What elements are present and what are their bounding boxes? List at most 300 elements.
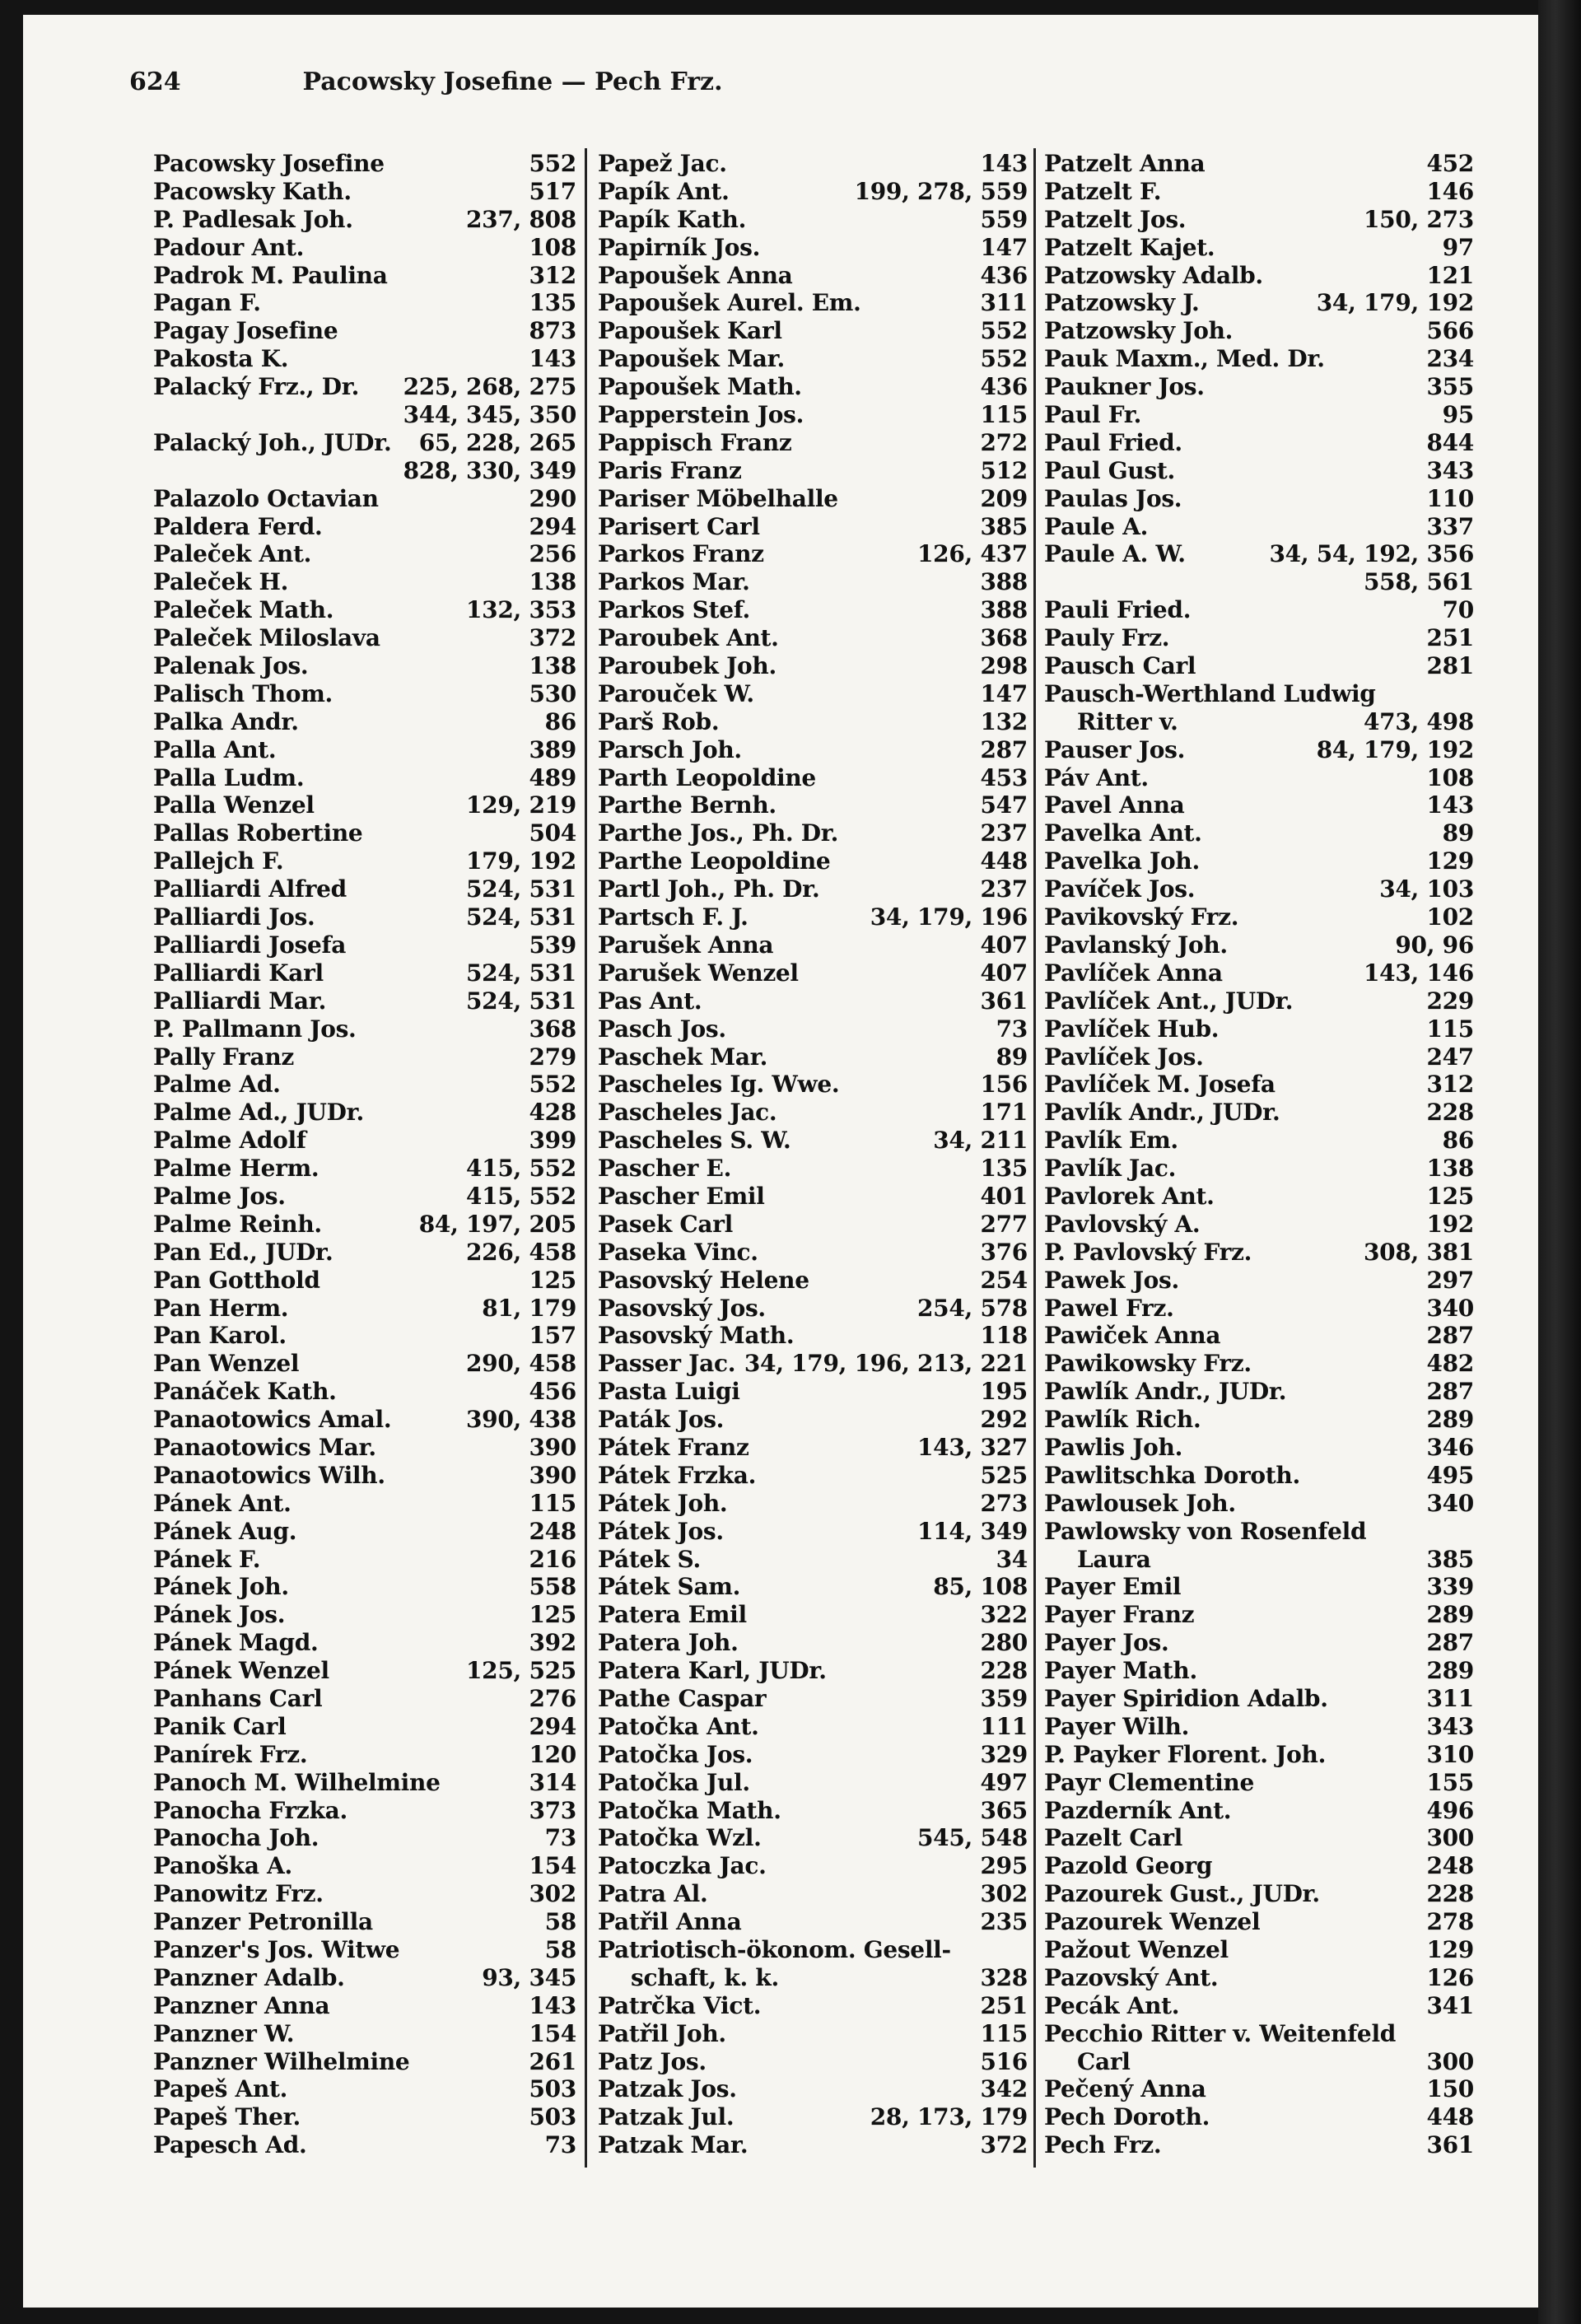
index-entry — [593, 652, 1028, 680]
entry-name: Palme Adolf — [153, 1127, 306, 1155]
index-entry — [593, 2131, 1028, 2159]
entry-name: Pawlík Rich. — [1044, 1406, 1201, 1434]
entry-pages: 85, 108 — [933, 1573, 1028, 1601]
entry-pages: 132, 353 — [466, 596, 576, 624]
entry-pages: 138 — [529, 568, 576, 596]
page-header — [0, 68, 1025, 109]
entry-pages: 228 — [1426, 1880, 1474, 1908]
index-entry — [148, 150, 576, 178]
entry-pages: 388 — [980, 596, 1028, 624]
index-entry — [593, 680, 1028, 708]
index-entry — [593, 931, 1028, 959]
index-entry — [1039, 987, 1474, 1015]
entry-name: Pavelka Joh. — [1044, 847, 1200, 875]
entry-name: Patera Emil — [598, 1601, 747, 1629]
entry-pages: 125 — [529, 1601, 576, 1629]
entry-pages: 89 — [996, 1043, 1028, 1071]
index-entry — [593, 485, 1028, 513]
entry-pages: 251 — [980, 1991, 1028, 2019]
entry-name: P. Padlesak Joh. — [153, 205, 353, 233]
index-entry — [593, 1908, 1028, 1936]
index-entry — [1039, 1992, 1474, 2020]
index-entry — [593, 1936, 1028, 1964]
entry-pages: 143, 146 — [1364, 959, 1474, 987]
entry-pages: 102 — [1426, 903, 1474, 931]
index-entry — [1039, 1183, 1474, 1211]
entry-pages: 558, 561 — [1364, 568, 1474, 596]
entry-pages: 302 — [980, 1880, 1028, 1908]
entry-name: Paroubek Ant. — [598, 624, 779, 652]
entry-name: Panzer Petronilla — [153, 1908, 373, 1936]
index-entry — [1039, 1601, 1474, 1629]
index-entry — [148, 485, 576, 513]
entry-name: P. Pavlovský Frz. — [1044, 1238, 1252, 1266]
index-entry — [593, 1880, 1028, 1908]
entry-name: Pacowsky Kath. — [153, 177, 352, 205]
entry-name: Pan Gotthold — [153, 1266, 320, 1294]
entry-name: Pan Ed., JUDr. — [153, 1238, 333, 1266]
index-entry — [593, 1155, 1028, 1183]
column-divider — [1033, 148, 1036, 2168]
entry-name: Pavlíček M. Josefa — [1044, 1071, 1276, 1099]
entry-name: Patzak Jul. — [598, 2103, 735, 2131]
entry-name: Pawlowsky von Rosenfeld — [1044, 1517, 1367, 1545]
entry-pages: 228 — [1426, 1099, 1474, 1127]
entry-name: Payer Math. — [1044, 1657, 1197, 1685]
entry-pages: 361 — [1426, 2131, 1474, 2159]
entry-pages: 110 — [1426, 484, 1474, 512]
entry-pages: 108 — [1426, 763, 1474, 791]
entry-pages: 298 — [980, 652, 1028, 680]
index-entry — [1039, 1629, 1474, 1657]
entry-pages: 372 — [529, 624, 576, 652]
entry-name: Patzak Jos. — [598, 2075, 737, 2103]
entry-pages: 524, 531 — [466, 987, 576, 1015]
entry-name: Palla Ludm. — [153, 763, 305, 791]
entry-pages: 156 — [980, 1071, 1028, 1099]
index-entry — [593, 1099, 1028, 1127]
entry-name: Payer Jos. — [1044, 1629, 1169, 1657]
entry-pages: 294 — [529, 1712, 576, 1740]
entry-pages: 415, 552 — [466, 1182, 576, 1210]
entry-pages: 311 — [980, 289, 1028, 317]
entry-name: Pazderník Ant. — [1044, 1796, 1232, 1824]
index-entry — [148, 1490, 576, 1518]
index-entry — [1039, 373, 1474, 401]
index-column-2 — [593, 150, 1028, 2168]
index-entry — [1039, 1741, 1474, 1769]
entry-pages: 290, 458 — [466, 1350, 576, 1378]
index-entry — [593, 1015, 1028, 1043]
index-entry — [148, 262, 576, 290]
entry-name: Pawlis Joh. — [1044, 1433, 1183, 1461]
entry-pages: 289 — [1426, 1657, 1474, 1685]
index-entry — [148, 373, 576, 401]
index-entry — [148, 875, 576, 903]
entry-name: Panáček Kath. — [153, 1378, 337, 1406]
entry-pages: 125 — [529, 1266, 576, 1294]
index-entry — [593, 1295, 1028, 1323]
index-entry — [1039, 1322, 1474, 1350]
entry-pages: 129, 219 — [466, 791, 576, 819]
index-entry — [148, 1462, 576, 1490]
entry-pages: 292 — [980, 1406, 1028, 1434]
index-entry — [593, 1769, 1028, 1797]
entry-pages: 143 — [529, 345, 576, 373]
entry-pages: 237, 808 — [466, 205, 576, 233]
entry-name: Pathe Caspar — [598, 1684, 767, 1712]
entry-name: Pazelt Carl — [1044, 1824, 1182, 1852]
entry-pages: 279 — [529, 1043, 576, 1071]
entry-pages: 254 — [980, 1266, 1028, 1294]
index-entry — [148, 429, 576, 457]
entry-pages: 337 — [1426, 512, 1474, 540]
index-entry — [148, 1573, 576, 1601]
index-entry — [1039, 262, 1474, 290]
entry-pages: 524, 531 — [466, 875, 576, 903]
entry-name: Pasta Luigi — [598, 1378, 740, 1406]
entry-pages: 132 — [980, 707, 1028, 735]
entry-name: Pawlousek Joh. — [1044, 1489, 1236, 1517]
index-entry — [1039, 1908, 1474, 1936]
index-entry — [593, 708, 1028, 736]
entry-pages: 300 — [1426, 2047, 1474, 2075]
index-column-1 — [148, 150, 576, 2168]
entry-pages: 143, 327 — [917, 1433, 1028, 1461]
entry-name: Pawlík Andr., JUDr. — [1044, 1378, 1287, 1406]
entry-pages: 559 — [980, 205, 1028, 233]
entry-name: Panoška A. — [153, 1852, 293, 1880]
entry-pages: 73 — [544, 1824, 576, 1852]
index-entry — [593, 1573, 1028, 1601]
index-entry — [593, 178, 1028, 206]
index-entry — [593, 568, 1028, 596]
entry-name: Palme Herm. — [153, 1155, 319, 1183]
entry-name: Panocha Joh. — [153, 1824, 319, 1852]
entry-pages: 448 — [1426, 2103, 1474, 2131]
page-number: 624 — [129, 68, 181, 96]
entry-pages: 287 — [980, 735, 1028, 763]
entry-pages: 389 — [529, 735, 576, 763]
entry-name: Patoczka Jac. — [598, 1852, 767, 1880]
entry-name: Pánek F. — [153, 1545, 261, 1573]
entry-name: Pavlovský A. — [1044, 1210, 1201, 1238]
entry-pages: 496 — [1426, 1796, 1474, 1824]
entry-name: Patočka Math. — [598, 1796, 781, 1824]
entry-pages: 547 — [980, 791, 1028, 819]
index-entry — [1039, 2103, 1474, 2131]
index-entry — [593, 1824, 1028, 1852]
entry-pages: 290 — [529, 484, 576, 512]
entry-pages: 407 — [980, 959, 1028, 987]
index-entry — [148, 652, 576, 680]
entry-name: Panowitz Frz. — [153, 1880, 324, 1908]
entry-name: Palenak Jos. — [153, 652, 309, 680]
entry-pages: 179, 192 — [466, 847, 576, 875]
index-entry — [148, 1434, 576, 1462]
entry-name: Pawikowsky Frz. — [1044, 1350, 1252, 1378]
index-entry — [593, 1546, 1028, 1574]
index-entry — [148, 1155, 576, 1183]
entry-name: Pagan F. — [153, 289, 261, 317]
index-entry — [593, 1964, 1028, 1992]
entry-name: Patriotisch-ökonom. Gesell- — [598, 1936, 951, 1963]
entry-name: Parsch Joh. — [598, 735, 742, 763]
entry-name: Parisert Carl — [598, 512, 760, 540]
entry-name: Payer Spiridion Adalb. — [1044, 1684, 1328, 1712]
entry-name: Pánek Magd. — [153, 1629, 319, 1657]
entry-name: Paták Jos. — [598, 1406, 725, 1434]
entry-name: Pasovský Jos. — [598, 1294, 766, 1322]
entry-name: Paris Franz — [598, 456, 742, 484]
entry-pages: 199, 278, 559 — [854, 177, 1028, 205]
entry-name: Pátek Frzka. — [598, 1461, 757, 1489]
entry-pages: 343 — [1426, 456, 1474, 484]
index-entry — [148, 987, 576, 1015]
entry-name: Panaotowics Wilh. — [153, 1461, 385, 1489]
index-entry — [593, 1350, 1028, 1378]
entry-pages: 34, 179, 192 — [1316, 289, 1474, 317]
entry-name: Palme Ad. — [153, 1071, 281, 1099]
entry-name: Pátek S. — [598, 1545, 701, 1573]
entry-name: Parthe Jos., Ph. Dr. — [598, 819, 839, 847]
entry-pages: 129 — [1426, 1936, 1474, 1963]
entry-name: Pariser Möbelhalle — [598, 484, 838, 512]
entry-name: Panocha Frzka. — [153, 1796, 347, 1824]
entry-pages: 287 — [1426, 1629, 1474, 1657]
entry-name: Pauser Jos. — [1044, 735, 1186, 763]
entry-pages: 552 — [529, 150, 576, 177]
entry-pages: 343 — [1426, 1712, 1474, 1740]
entry-name: Parušek Wenzel — [598, 959, 799, 987]
entry-name: Patzelt Kajet. — [1044, 233, 1215, 261]
index-entry — [148, 1992, 576, 2020]
index-entry — [593, 1127, 1028, 1155]
index-entry — [1039, 178, 1474, 206]
index-entry — [148, 959, 576, 987]
index-entry — [148, 791, 576, 819]
index-entry — [148, 596, 576, 624]
index-entry — [593, 1183, 1028, 1211]
entry-pages: 115 — [980, 401, 1028, 429]
entry-name: Padrok M. Paulina — [153, 261, 388, 289]
index-entry — [1039, 2131, 1474, 2159]
entry-name: Palliardi Alfred — [153, 875, 347, 903]
index-entry — [1039, 317, 1474, 345]
entry-pages: 452 — [1426, 150, 1474, 177]
index-entry — [148, 1239, 576, 1267]
entry-pages: 287 — [1426, 1322, 1474, 1350]
entry-pages: 300 — [1426, 1824, 1474, 1852]
entry-pages: 125, 525 — [466, 1657, 576, 1685]
entry-name: Parkos Franz — [598, 540, 764, 568]
entry-name: Palka Andr. — [153, 707, 299, 735]
entry-name: Papík Ant. — [598, 177, 730, 205]
index-entry — [148, 2048, 576, 2076]
entry-name: Paul Fr. — [1044, 401, 1142, 429]
entry-pages: 143 — [980, 150, 1028, 177]
entry-name: Parthe Leopoldine — [598, 847, 831, 875]
entry-pages: 150, 273 — [1364, 205, 1474, 233]
index-entry — [1039, 345, 1474, 373]
entry-pages: 310 — [1426, 1740, 1474, 1768]
index-entry — [148, 1267, 576, 1295]
index-entry — [1039, 1685, 1474, 1713]
index-entry — [148, 1350, 576, 1378]
index-entry — [593, 317, 1028, 345]
index-entry — [593, 596, 1028, 624]
index-entry — [1039, 903, 1474, 931]
index-entry — [593, 1071, 1028, 1099]
entry-name: Pawek Jos. — [1044, 1266, 1179, 1294]
index-entry — [593, 289, 1028, 317]
entry-name: Parth Leopoldine — [598, 763, 816, 791]
index-entry — [148, 847, 576, 875]
entry-pages: 150 — [1426, 2075, 1474, 2103]
entry-pages: 368 — [529, 1015, 576, 1043]
entry-pages: 436 — [980, 373, 1028, 401]
entry-pages: 530 — [529, 679, 576, 707]
index-entry — [593, 513, 1028, 541]
entry-pages: 344, 345, 350 — [403, 401, 576, 429]
entry-pages: 278 — [1426, 1908, 1474, 1936]
entry-name: Paschek Mar. — [598, 1043, 768, 1071]
entry-name: Patočka Jos. — [598, 1740, 753, 1768]
entry-pages: 226, 458 — [466, 1238, 576, 1266]
index-entry — [1039, 1713, 1474, 1741]
entry-name: Panaotowics Amal. — [153, 1406, 392, 1434]
entry-pages: 407 — [980, 931, 1028, 959]
index-entry — [1039, 1462, 1474, 1490]
entry-pages: 873 — [529, 317, 576, 345]
index-entry — [593, 1434, 1028, 1462]
index-entry — [1039, 624, 1474, 652]
entry-pages: 235 — [980, 1908, 1028, 1936]
entry-name: Pasek Carl — [598, 1210, 733, 1238]
entry-pages: 415, 552 — [466, 1155, 576, 1183]
index-entry — [148, 2020, 576, 2048]
entry-name: Papoušek Mar. — [598, 345, 785, 373]
index-entry — [148, 457, 576, 485]
entry-name: Pasovský Helene — [598, 1266, 809, 1294]
index-entry — [1039, 1518, 1474, 1546]
index-entry — [1039, 2075, 1474, 2103]
entry-name: Pawlitschka Doroth. — [1044, 1461, 1300, 1489]
index-entry — [148, 1601, 576, 1629]
index-entry — [148, 1769, 576, 1797]
index-entry — [593, 1267, 1028, 1295]
entry-pages: 86 — [544, 707, 576, 735]
entry-name: Parušek Anna — [598, 931, 774, 959]
entry-pages: 308, 381 — [1364, 1238, 1474, 1266]
index-entry — [148, 317, 576, 345]
entry-name: Parkos Stef. — [598, 596, 750, 624]
entry-name: Pawel Frz. — [1044, 1294, 1174, 1322]
index-entry — [593, 1462, 1028, 1490]
index-entry — [593, 373, 1028, 401]
entry-pages: 489 — [529, 763, 576, 791]
entry-pages: 390 — [529, 1461, 576, 1489]
entry-name: Paleček H. — [153, 568, 289, 596]
entry-name: Payer Emil — [1044, 1573, 1182, 1601]
entry-pages: 126 — [1426, 1963, 1474, 1991]
index-entry — [148, 819, 576, 847]
index-entry — [1039, 1239, 1474, 1267]
index-entry — [593, 2020, 1028, 2048]
entry-pages: 385 — [1426, 1545, 1474, 1573]
entry-pages: 256 — [529, 540, 576, 568]
index-entry — [148, 931, 576, 959]
index-entry — [148, 1295, 576, 1323]
index-entry — [1039, 150, 1474, 178]
entry-pages: 312 — [1426, 1071, 1474, 1099]
index-entry — [593, 1852, 1028, 1880]
entry-pages: 115 — [1426, 1015, 1474, 1043]
entry-name: Pavel Anna — [1044, 791, 1185, 819]
index-entry — [1039, 540, 1474, 568]
entry-name: Palla Ant. — [153, 735, 277, 763]
entry-name: Pagay Josefine — [153, 317, 338, 345]
entry-pages: 552 — [980, 345, 1028, 373]
index-entry — [148, 1824, 576, 1852]
index-entry — [593, 1629, 1028, 1657]
entry-name: Pavelka Ant. — [1044, 819, 1202, 847]
entry-name: Papeš Ther. — [153, 2103, 301, 2131]
index-entry — [593, 2048, 1028, 2076]
entry-name: Patz Jos. — [598, 2047, 707, 2075]
entry-name: Partl Joh., Ph. Dr. — [598, 875, 820, 903]
entry-pages: 355 — [1426, 373, 1474, 401]
entry-pages: 147 — [980, 233, 1028, 261]
index-entry — [1039, 959, 1474, 987]
index-entry — [593, 540, 1028, 568]
entry-pages: 192 — [1426, 1210, 1474, 1238]
entry-pages: 340 — [1426, 1489, 1474, 1517]
entry-pages: 248 — [529, 1517, 576, 1545]
entry-pages: 95 — [1442, 401, 1474, 429]
index-entry — [1039, 819, 1474, 847]
entry-name: Palme Jos. — [153, 1182, 286, 1210]
index-entry — [593, 875, 1028, 903]
index-entry — [1039, 2048, 1474, 2076]
entry-pages: 329 — [980, 1740, 1028, 1768]
index-entry — [1039, 2020, 1474, 2048]
entry-name: Pakosta K. — [153, 345, 289, 373]
entry-name: Payr Clementine — [1044, 1768, 1254, 1796]
entry-name: Pan Wenzel — [153, 1350, 300, 1378]
entry-pages: 115 — [529, 1489, 576, 1517]
index-entry — [593, 1239, 1028, 1267]
entry-pages: 504 — [529, 819, 576, 847]
entry-name: Pavlorek Ant. — [1044, 1182, 1215, 1210]
index-entry — [1039, 1378, 1474, 1406]
entry-name: Pausch Carl — [1044, 652, 1196, 680]
entry-name: Pánek Ant. — [153, 1489, 291, 1517]
index-entry — [148, 1015, 576, 1043]
entry-name: Patera Karl, JUDr. — [598, 1657, 827, 1685]
index-entry — [593, 1797, 1028, 1825]
index-entry — [593, 1741, 1028, 1769]
entry-name: Paukner Jos. — [1044, 373, 1205, 401]
entry-pages: 34, 179, 196 — [870, 903, 1028, 931]
entry-pages: 390 — [529, 1433, 576, 1461]
entry-name: Palacký Joh., JUDr. — [153, 428, 392, 456]
index-entry — [593, 1518, 1028, 1546]
entry-name: Parš Rob. — [598, 707, 720, 735]
entry-pages: 135 — [529, 289, 576, 317]
entry-name: Pecák Ant. — [1044, 1991, 1180, 2019]
entry-pages: 524, 531 — [466, 959, 576, 987]
